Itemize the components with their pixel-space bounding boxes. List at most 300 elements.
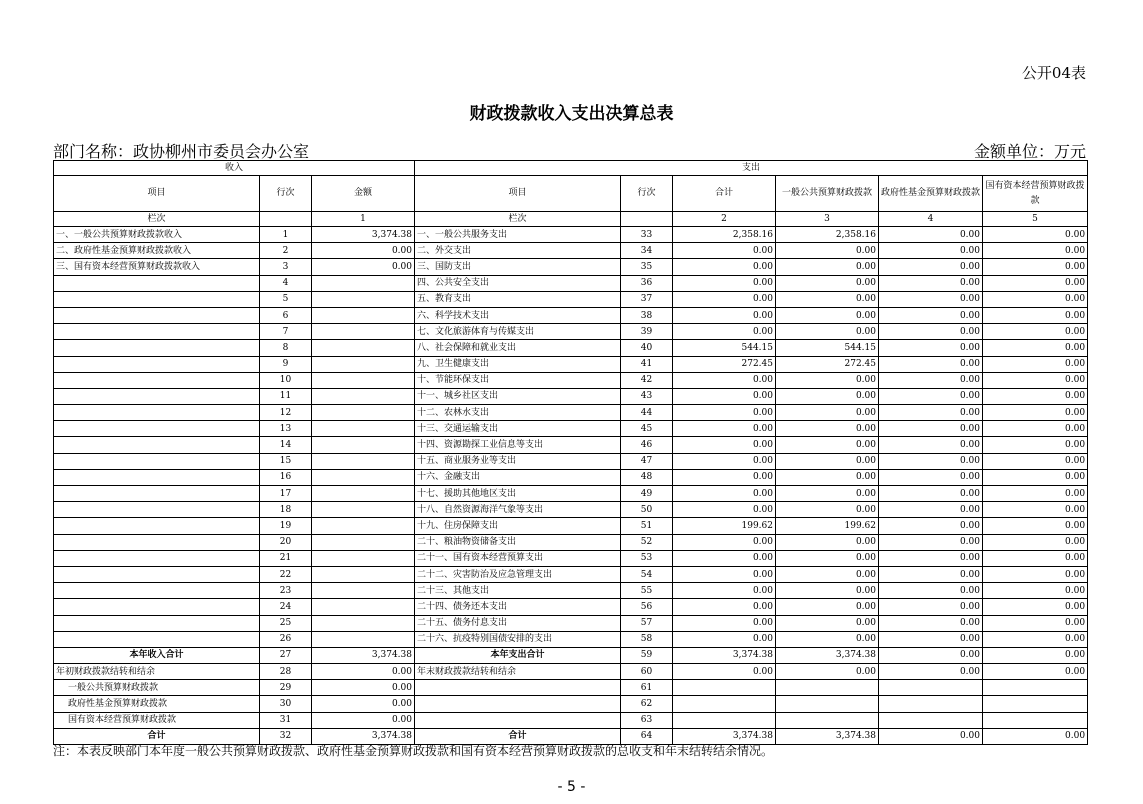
cell-state: 0.00 <box>983 534 1088 550</box>
cell-general: 0.00 <box>776 421 879 437</box>
cell-total <box>673 696 776 712</box>
cell-in-no: 8 <box>260 340 312 356</box>
cell-total: 0.00 <box>673 599 776 615</box>
cell-in-no: 2 <box>260 243 312 259</box>
cell-state: 0.00 <box>983 372 1088 388</box>
cell-ex-no: 45 <box>621 421 673 437</box>
cell-in-no: 11 <box>260 388 312 404</box>
cell-general <box>776 712 879 728</box>
table-row <box>54 356 1088 372</box>
table-row <box>54 421 1088 437</box>
cell-in-no: 6 <box>260 307 312 323</box>
cell-gov-fund: 0.00 <box>879 469 983 485</box>
cell-in-item <box>54 486 260 502</box>
cell-total: 0.00 <box>673 259 776 275</box>
cell-in-amt: 0.00 <box>312 259 415 275</box>
cell-ex-item: 十四、资源勘探工业信息等支出 <box>415 437 621 453</box>
cell-total: 3,374.38 <box>673 647 776 663</box>
cell-ex-item: 三、国防支出 <box>415 259 621 275</box>
cell-general: 544.15 <box>776 340 879 356</box>
cell-ex-item <box>415 680 621 696</box>
cell-general: 0.00 <box>776 486 879 502</box>
table-row <box>54 469 1088 485</box>
col-index-4: 4 <box>879 212 983 227</box>
cell-ex-item: 五、教育支出 <box>415 291 621 307</box>
table-row <box>54 291 1088 307</box>
cell-in-amt: 0.00 <box>312 664 415 680</box>
cell-in-no: 12 <box>260 405 312 421</box>
cell-ex-item: 十五、商业服务业等支出 <box>415 453 621 469</box>
cell-general: 0.00 <box>776 259 879 275</box>
cell-in-no: 10 <box>260 372 312 388</box>
cell-state: 0.00 <box>983 227 1088 243</box>
cell-ex-item <box>415 696 621 712</box>
state-capital-header: 国有资本经营预算财政拨款 <box>983 176 1088 212</box>
cell-gov-fund: 0.00 <box>879 486 983 502</box>
cell-general: 199.62 <box>776 518 879 534</box>
cell-in-amt <box>312 583 415 599</box>
cell-ex-no: 58 <box>621 631 673 647</box>
cell-general: 0.00 <box>776 566 879 582</box>
table-row <box>54 405 1088 421</box>
cell-in-no: 5 <box>260 291 312 307</box>
income-header: 收入 <box>54 161 415 176</box>
cell-in-amt <box>312 324 415 340</box>
table-row <box>54 647 1088 663</box>
cell-ex-item: 年末财政拨款结转和结余 <box>415 664 621 680</box>
table-row <box>54 518 1088 534</box>
cell-ex-no: 60 <box>621 664 673 680</box>
cell-in-item <box>54 453 260 469</box>
cell-total: 0.00 <box>673 566 776 582</box>
cell-in-amt <box>312 340 415 356</box>
cell-ex-no: 63 <box>621 712 673 728</box>
cell-ex-item: 二十三、其他支出 <box>415 583 621 599</box>
cell-in-item: 年初财政拨款结转和结余 <box>54 664 260 680</box>
cell-gov-fund: 0.00 <box>879 583 983 599</box>
cell-in-amt <box>312 437 415 453</box>
cell-in-amt <box>312 275 415 291</box>
cell-ex-item: 十七、援助其他地区支出 <box>415 486 621 502</box>
budget-table <box>53 160 1088 745</box>
cell-in-amt <box>312 486 415 502</box>
cell-in-item <box>54 405 260 421</box>
cell-ex-item: 二十六、抗疫特别国债安排的支出 <box>415 631 621 647</box>
cell-gov-fund: 0.00 <box>879 405 983 421</box>
cell-state: 0.00 <box>983 486 1088 502</box>
cell-gov-fund: 0.00 <box>879 437 983 453</box>
cell-ex-no: 50 <box>621 502 673 518</box>
cell-total: 0.00 <box>673 615 776 631</box>
cell-in-no: 20 <box>260 534 312 550</box>
cell-in-amt: 3,374.38 <box>312 728 415 744</box>
cell-ex-no: 38 <box>621 307 673 323</box>
cell-in-no: 18 <box>260 502 312 518</box>
cell-state: 0.00 <box>983 664 1088 680</box>
table-row <box>54 664 1088 680</box>
cell-general: 0.00 <box>776 324 879 340</box>
cell-state <box>983 696 1088 712</box>
cell-in-item <box>54 421 260 437</box>
cell-state: 0.00 <box>983 324 1088 340</box>
cell-ex-item: 二十二、灾害防治及应急管理支出 <box>415 566 621 582</box>
cell-ex-item: 一、一般公共服务支出 <box>415 227 621 243</box>
cell-in-no: 29 <box>260 680 312 696</box>
cell-in-amt <box>312 518 415 534</box>
cell-in-no: 17 <box>260 486 312 502</box>
cell-total: 3,374.38 <box>673 728 776 744</box>
cell-general <box>776 680 879 696</box>
cell-in-no: 7 <box>260 324 312 340</box>
cell-gov-fund: 0.00 <box>879 372 983 388</box>
cell-in-amt: 0.00 <box>312 243 415 259</box>
cell-gov-fund: 0.00 <box>879 259 983 275</box>
cell-in-no: 23 <box>260 583 312 599</box>
cell-ex-item: 九、卫生健康支出 <box>415 356 621 372</box>
cell-ex-no: 49 <box>621 486 673 502</box>
cell-total: 0.00 <box>673 275 776 291</box>
cell-in-no: 25 <box>260 615 312 631</box>
col-index-5: 5 <box>983 212 1088 227</box>
cell-state: 0.00 <box>983 291 1088 307</box>
cell-in-amt <box>312 550 415 566</box>
cell-general: 272.45 <box>776 356 879 372</box>
cell-total: 0.00 <box>673 307 776 323</box>
total-header: 合计 <box>673 176 776 212</box>
cell-in-item <box>54 324 260 340</box>
cell-gov-fund: 0.00 <box>879 631 983 647</box>
cell-total: 544.15 <box>673 340 776 356</box>
cell-in-amt <box>312 453 415 469</box>
cell-in-no: 9 <box>260 356 312 372</box>
income-lanci: 栏次 <box>54 212 260 227</box>
cell-state: 0.00 <box>983 275 1088 291</box>
cell-ex-no: 35 <box>621 259 673 275</box>
cell-ex-no: 47 <box>621 453 673 469</box>
cell-ex-item: 二、外交支出 <box>415 243 621 259</box>
cell-in-amt <box>312 615 415 631</box>
cell-state: 0.00 <box>983 615 1088 631</box>
cell-total: 0.00 <box>673 437 776 453</box>
cell-general: 0.00 <box>776 631 879 647</box>
table-row <box>54 486 1088 502</box>
cell-in-amt <box>312 534 415 550</box>
table-row <box>54 615 1088 631</box>
cell-ex-no: 44 <box>621 405 673 421</box>
table-row <box>54 712 1088 728</box>
cell-ex-no: 36 <box>621 275 673 291</box>
cell-gov-fund: 0.00 <box>879 615 983 631</box>
cell-total <box>673 712 776 728</box>
cell-ex-no: 53 <box>621 550 673 566</box>
cell-general: 0.00 <box>776 615 879 631</box>
cell-gov-fund: 0.00 <box>879 550 983 566</box>
cell-in-amt <box>312 599 415 615</box>
cell-ex-no: 43 <box>621 388 673 404</box>
cell-in-item: 合计 <box>54 728 260 744</box>
income-item-header: 项目 <box>54 176 260 212</box>
unit-label: 金额单位：万元 <box>973 142 1086 161</box>
cell-in-no: 24 <box>260 599 312 615</box>
cell-in-item <box>54 631 260 647</box>
cell-in-no: 1 <box>260 227 312 243</box>
col-index-3: 3 <box>776 212 879 227</box>
cell-in-amt <box>312 631 415 647</box>
cell-general: 0.00 <box>776 291 879 307</box>
table-row <box>54 388 1088 404</box>
cell-in-no: 15 <box>260 453 312 469</box>
cell-in-item: 二、政府性基金预算财政拨款收入 <box>54 243 260 259</box>
cell-ex-item: 七、文化旅游体育与传媒支出 <box>415 324 621 340</box>
cell-total: 0.00 <box>673 291 776 307</box>
cell-in-amt: 3,374.38 <box>312 647 415 663</box>
cell-in-item: 一般公共预算财政拨款 <box>54 680 260 696</box>
cell-ex-no: 46 <box>621 437 673 453</box>
cell-in-no: 4 <box>260 275 312 291</box>
table-row <box>54 550 1088 566</box>
cell-general: 0.00 <box>776 437 879 453</box>
cell-in-amt <box>312 421 415 437</box>
cell-state: 0.00 <box>983 453 1088 469</box>
cell-in-item <box>54 534 260 550</box>
cell-state <box>983 680 1088 696</box>
cell-ex-item: 本年支出合计 <box>415 647 621 663</box>
cell-general: 0.00 <box>776 275 879 291</box>
cell-general: 2,358.16 <box>776 227 879 243</box>
expense-row-no-header: 行次 <box>621 176 673 212</box>
cell-gov-fund: 0.00 <box>879 421 983 437</box>
cell-ex-no: 55 <box>621 583 673 599</box>
cell-in-amt <box>312 372 415 388</box>
cell-ex-item: 十一、城乡社区支出 <box>415 388 621 404</box>
cell-in-item <box>54 615 260 631</box>
cell-ex-item: 十九、住房保障支出 <box>415 518 621 534</box>
cell-total <box>673 680 776 696</box>
cell-in-item: 政府性基金预算财政拨款 <box>54 696 260 712</box>
cell-in-no: 27 <box>260 647 312 663</box>
cell-ex-no: 57 <box>621 615 673 631</box>
cell-total: 0.00 <box>673 388 776 404</box>
cell-state: 0.00 <box>983 437 1088 453</box>
cell-gov-fund: 0.00 <box>879 534 983 550</box>
cell-total: 2,358.16 <box>673 227 776 243</box>
income-amount-header: 金额 <box>312 176 415 212</box>
cell-in-item <box>54 291 260 307</box>
cell-ex-no: 41 <box>621 356 673 372</box>
table-row <box>54 583 1088 599</box>
cell-state: 0.00 <box>983 518 1088 534</box>
cell-total: 0.00 <box>673 453 776 469</box>
cell-in-item: 国有资本经营预算财政拨款 <box>54 712 260 728</box>
cell-general: 0.00 <box>776 243 879 259</box>
cell-ex-item: 合计 <box>415 728 621 744</box>
cell-state: 0.00 <box>983 502 1088 518</box>
cell-in-no: 31 <box>260 712 312 728</box>
cell-gov-fund: 0.00 <box>879 340 983 356</box>
cell-general: 0.00 <box>776 453 879 469</box>
expense-lanci-blank <box>621 212 673 227</box>
cell-in-no: 19 <box>260 518 312 534</box>
cell-in-item <box>54 469 260 485</box>
col-index-2: 2 <box>673 212 776 227</box>
cell-in-no: 26 <box>260 631 312 647</box>
cell-gov-fund: 0.00 <box>879 307 983 323</box>
cell-gov-fund: 0.00 <box>879 227 983 243</box>
cell-ex-no: 40 <box>621 340 673 356</box>
cell-total: 0.00 <box>673 421 776 437</box>
cell-ex-item: 四、公共安全支出 <box>415 275 621 291</box>
cell-state: 0.00 <box>983 259 1088 275</box>
cell-ex-no: 54 <box>621 566 673 582</box>
table-row <box>54 566 1088 582</box>
cell-general: 3,374.38 <box>776 728 879 744</box>
cell-ex-item: 十三、交通运输支出 <box>415 421 621 437</box>
department-label: 部门名称：政协柳州市委员会办公室 <box>53 142 310 161</box>
cell-general: 0.00 <box>776 599 879 615</box>
cell-in-item <box>54 372 260 388</box>
cell-general: 0.00 <box>776 664 879 680</box>
cell-in-amt <box>312 405 415 421</box>
cell-in-item <box>54 275 260 291</box>
table-row <box>54 599 1088 615</box>
cell-ex-no: 39 <box>621 324 673 340</box>
cell-ex-no: 51 <box>621 518 673 534</box>
expense-lanci: 栏次 <box>415 212 621 227</box>
cell-in-no: 16 <box>260 469 312 485</box>
cell-total: 0.00 <box>673 324 776 340</box>
cell-gov-fund <box>879 712 983 728</box>
cell-ex-no: 59 <box>621 647 673 663</box>
cell-in-no: 32 <box>260 728 312 744</box>
cell-state: 0.00 <box>983 388 1088 404</box>
cell-gov-fund <box>879 680 983 696</box>
cell-in-item <box>54 437 260 453</box>
cell-general: 0.00 <box>776 550 879 566</box>
cell-in-no: 22 <box>260 566 312 582</box>
cell-state: 0.00 <box>983 356 1088 372</box>
general-budget-header: 一般公共预算财政拨款 <box>776 176 879 212</box>
cell-in-item: 本年收入合计 <box>54 647 260 663</box>
table-row <box>54 307 1088 323</box>
cell-ex-no: 33 <box>621 227 673 243</box>
cell-ex-item: 十二、农林水支出 <box>415 405 621 421</box>
cell-in-item <box>54 550 260 566</box>
cell-in-amt: 3,374.38 <box>312 227 415 243</box>
cell-gov-fund: 0.00 <box>879 324 983 340</box>
cell-general <box>776 696 879 712</box>
gov-fund-header: 政府性基金预算财政拨款 <box>879 176 983 212</box>
cell-in-item <box>54 307 260 323</box>
cell-in-amt: 0.00 <box>312 712 415 728</box>
cell-in-no: 28 <box>260 664 312 680</box>
cell-in-amt <box>312 291 415 307</box>
cell-in-no: 21 <box>260 550 312 566</box>
cell-in-item <box>54 356 260 372</box>
cell-general: 0.00 <box>776 469 879 485</box>
table-row <box>54 243 1088 259</box>
table-row <box>54 437 1088 453</box>
cell-ex-item: 二十四、债务还本支出 <box>415 599 621 615</box>
cell-state: 0.00 <box>983 421 1088 437</box>
cell-gov-fund: 0.00 <box>879 728 983 744</box>
cell-state: 0.00 <box>983 728 1088 744</box>
cell-general: 0.00 <box>776 388 879 404</box>
cell-gov-fund: 0.00 <box>879 388 983 404</box>
cell-general: 0.00 <box>776 502 879 518</box>
cell-state: 0.00 <box>983 647 1088 663</box>
table-row <box>54 696 1088 712</box>
cell-in-amt <box>312 469 415 485</box>
cell-gov-fund: 0.00 <box>879 453 983 469</box>
cell-total: 0.00 <box>673 534 776 550</box>
cell-state: 0.00 <box>983 550 1088 566</box>
cell-in-no: 14 <box>260 437 312 453</box>
cell-gov-fund: 0.00 <box>879 243 983 259</box>
cell-state: 0.00 <box>983 631 1088 647</box>
cell-gov-fund: 0.00 <box>879 599 983 615</box>
cell-in-item <box>54 518 260 534</box>
page-title: 财政拨款收入支出决算总表 <box>469 104 674 124</box>
cell-general: 0.00 <box>776 534 879 550</box>
table-row <box>54 453 1088 469</box>
cell-in-amt: 0.00 <box>312 696 415 712</box>
cell-in-amt <box>312 388 415 404</box>
table-row <box>54 275 1088 291</box>
cell-in-item <box>54 566 260 582</box>
cell-ex-no: 42 <box>621 372 673 388</box>
cell-in-no: 13 <box>260 421 312 437</box>
table-row <box>54 680 1088 696</box>
cell-ex-no: 37 <box>621 291 673 307</box>
cell-gov-fund <box>879 696 983 712</box>
cell-general: 3,374.38 <box>776 647 879 663</box>
cell-total: 199.62 <box>673 518 776 534</box>
cell-ex-item: 十八、自然资源海洋气象等支出 <box>415 502 621 518</box>
table-row <box>54 340 1088 356</box>
page-number: - 5 - <box>557 779 586 795</box>
cell-state: 0.00 <box>983 340 1088 356</box>
cell-ex-no: 52 <box>621 534 673 550</box>
cell-ex-no: 56 <box>621 599 673 615</box>
cell-ex-item <box>415 712 621 728</box>
cell-total: 0.00 <box>673 486 776 502</box>
cell-total: 0.00 <box>673 550 776 566</box>
cell-state: 0.00 <box>983 243 1088 259</box>
cell-gov-fund: 0.00 <box>879 647 983 663</box>
cell-in-no: 30 <box>260 696 312 712</box>
table-row <box>54 324 1088 340</box>
expense-item-header: 项目 <box>415 176 621 212</box>
cell-state: 0.00 <box>983 566 1088 582</box>
cell-total: 272.45 <box>673 356 776 372</box>
cell-general: 0.00 <box>776 372 879 388</box>
cell-in-amt <box>312 307 415 323</box>
cell-in-amt <box>312 356 415 372</box>
cell-ex-no: 48 <box>621 469 673 485</box>
cell-ex-no: 64 <box>621 728 673 744</box>
footnote: 注：本表反映部门本年度一般公共预算财政拨款、政府性基金预算财政拨款和国有资本经营预算财政拨款的总收支和年末结转结余情况。 <box>53 744 774 758</box>
cell-ex-item: 六、科学技术支出 <box>415 307 621 323</box>
income-lanci-blank <box>260 212 312 227</box>
cell-gov-fund: 0.00 <box>879 291 983 307</box>
cell-total: 0.00 <box>673 583 776 599</box>
cell-ex-item: 二十一、国有资本经营预算支出 <box>415 550 621 566</box>
cell-total: 0.00 <box>673 372 776 388</box>
cell-general: 0.00 <box>776 583 879 599</box>
cell-state <box>983 712 1088 728</box>
cell-total: 0.00 <box>673 243 776 259</box>
cell-state: 0.00 <box>983 583 1088 599</box>
